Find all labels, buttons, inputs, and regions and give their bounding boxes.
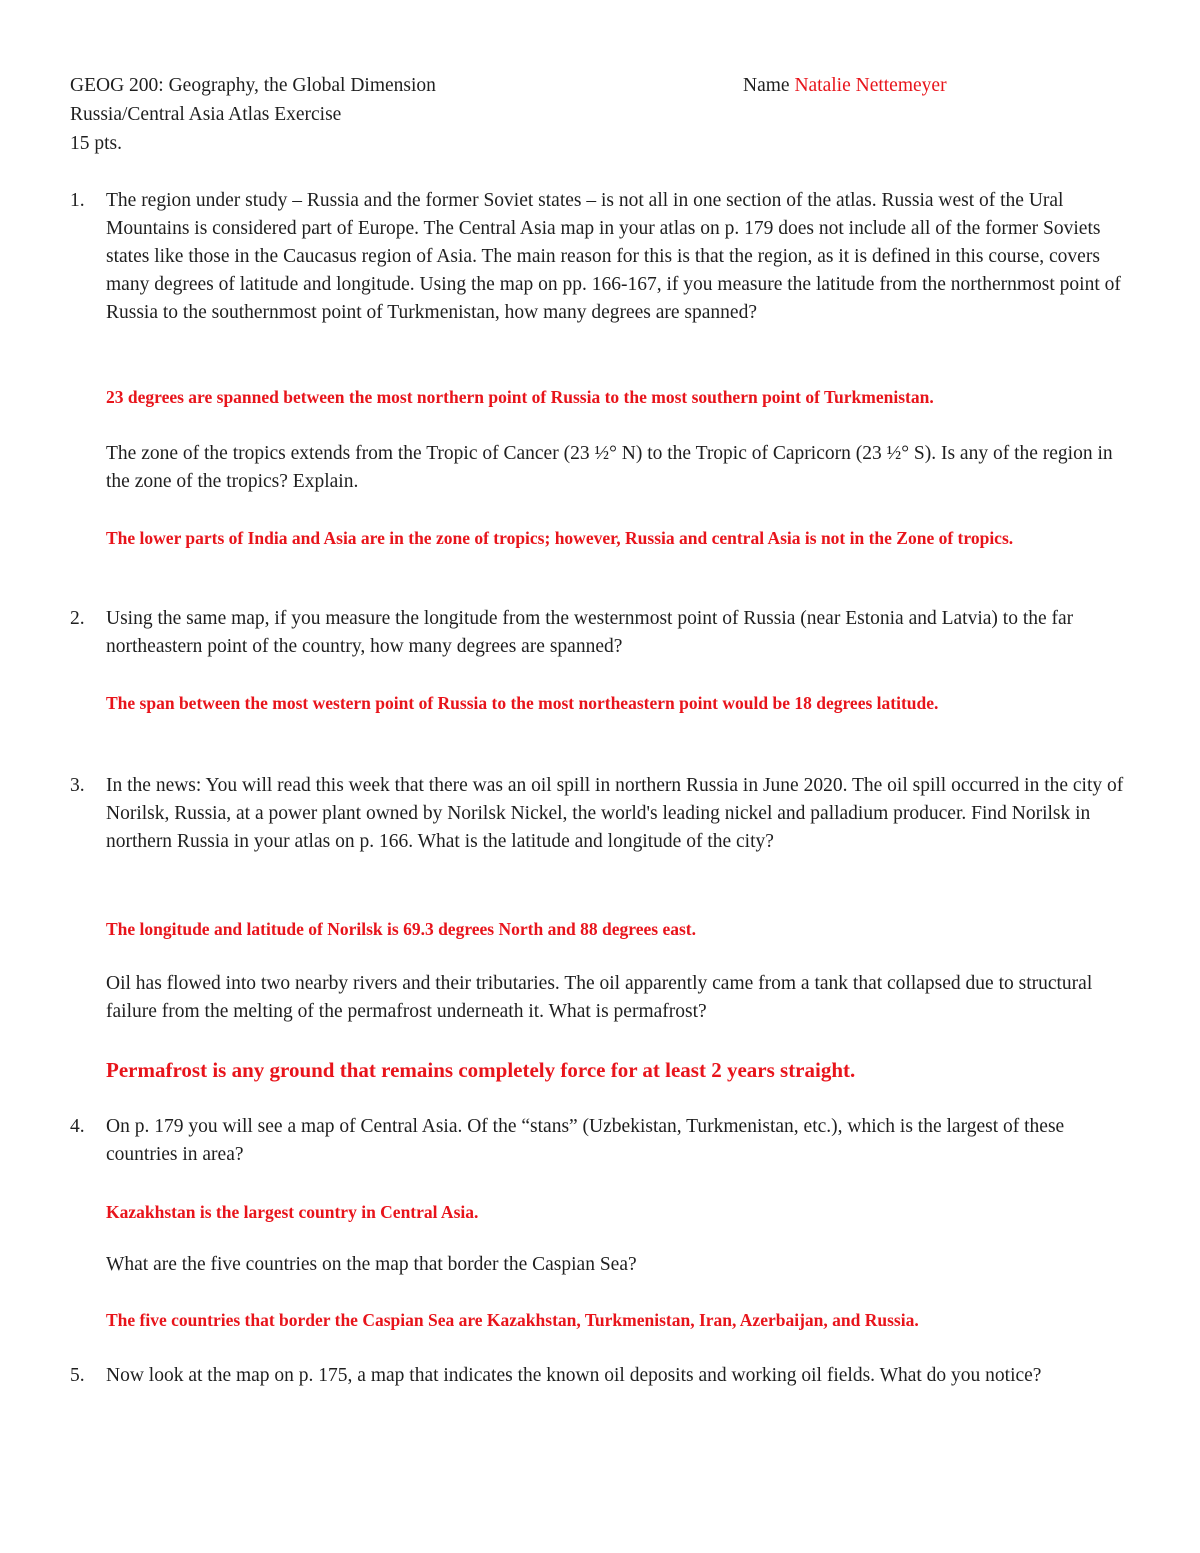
- question-5: [70, 1362, 1140, 1390]
- question-3-followup: Oil has flowed into two nearby rivers and their tributaries. The oil apparently came from a tank that collapsed due to structural failure from the melting of the permafrost underneath it. What is permafrost?: [106, 973, 1093, 1022]
- question-1-followup: The zone of the tropics extends from the Tropic of Cancer (23 ½° N) to the Tropic of Capricorn (23 ½° S). Is any of the region in the zone of the tropics? Explain.: [106, 443, 1113, 492]
- exercise-title: Russia/Central Asia Atlas Exercise: [70, 104, 342, 125]
- question-text: Using the same map, if you measure the longitude from the westernmost point of Russia (near Estonia and Latvia) to the far northeastern point of the country, how many degrees are spanned?: [106, 608, 1074, 657]
- question-1: [70, 187, 1140, 327]
- answer-1-followup: The lower parts of India and Asia are in the zone of tropics; however, Russia and central Asia is not in the Zone of tropics.: [106, 528, 1014, 548]
- question-number: 3.: [70, 775, 85, 796]
- question-4: [70, 1113, 1140, 1169]
- question-text: On p. 179 you will see a map of Central Asia. Of the “stans” (Uzbekistan, Turkmenistan, etc.), which is the largest of these countries in area?: [106, 1116, 1065, 1165]
- question-2: [70, 605, 1140, 661]
- student-name: Natalie Nettemeyer: [794, 75, 947, 96]
- answer-4-followup: The five countries that border the Caspian Sea are Kazakhstan, Turkmenistan, Iran, Azerbaijan, and Russia.: [106, 1310, 919, 1330]
- question-number: 5.: [70, 1365, 85, 1386]
- points-label: 15 pts.: [70, 133, 123, 154]
- student-name-line: [743, 72, 947, 100]
- answer-3-followup: Permafrost is any ground that remains completely force for at least 2 years straight.: [106, 1058, 856, 1082]
- answer-2: The span between the most western point of Russia to the most northeastern point would be 18 degrees latitude.: [106, 693, 939, 713]
- answer-1: 23 degrees are spanned between the most northern point of Russia to the most southern point of Turkmenistan.: [106, 387, 934, 407]
- answer-4: Kazakhstan is the largest country in Central Asia.: [106, 1202, 479, 1222]
- question-4-followup: What are the five countries on the map that border the Caspian Sea?: [106, 1254, 637, 1275]
- name-label: Name: [743, 75, 790, 96]
- answer-3: The longitude and latitude of Norilsk is 69.3 degrees North and 88 degrees east.: [106, 919, 696, 939]
- question-3: [70, 772, 1140, 856]
- question-number: 4.: [70, 1116, 85, 1137]
- question-number: 2.: [70, 608, 85, 629]
- question-text: Now look at the map on p. 175, a map that indicates the known oil deposits and working oil fields. What do you notice?: [106, 1365, 1042, 1386]
- course-title: GEOG 200: Geography, the Global Dimension: [70, 75, 436, 96]
- question-number: 1.: [70, 190, 85, 211]
- question-text: The region under study – Russia and the former Soviet states – is not all in one section of the atlas. Russia west of the Ural Mountains is considered part of Europe. The Central Asia map in your atlas on p. 179 does not include all of the former Soviets states like those in the Caucasus region of Asia. The main reason for this is that the region, as it is defined in this course, covers many degrees of latitude and longitude. Using the map on pp. 166-167, if you measure the latitude from the northernmost point of Russia to the southernmost point of Turkmenistan, how many degrees are spanned?: [106, 190, 1121, 323]
- question-text: In the news: You will read this week that there was an oil spill in northern Russia in June 2020. The oil spill occurred in the city of Norilsk, Russia, at a power plant owned by Norilsk Nickel, the world's leading nickel and palladium producer. Find Norilsk in northern Russia in your atlas on p. 166. What is the latitude and longitude of the city?: [106, 775, 1124, 852]
